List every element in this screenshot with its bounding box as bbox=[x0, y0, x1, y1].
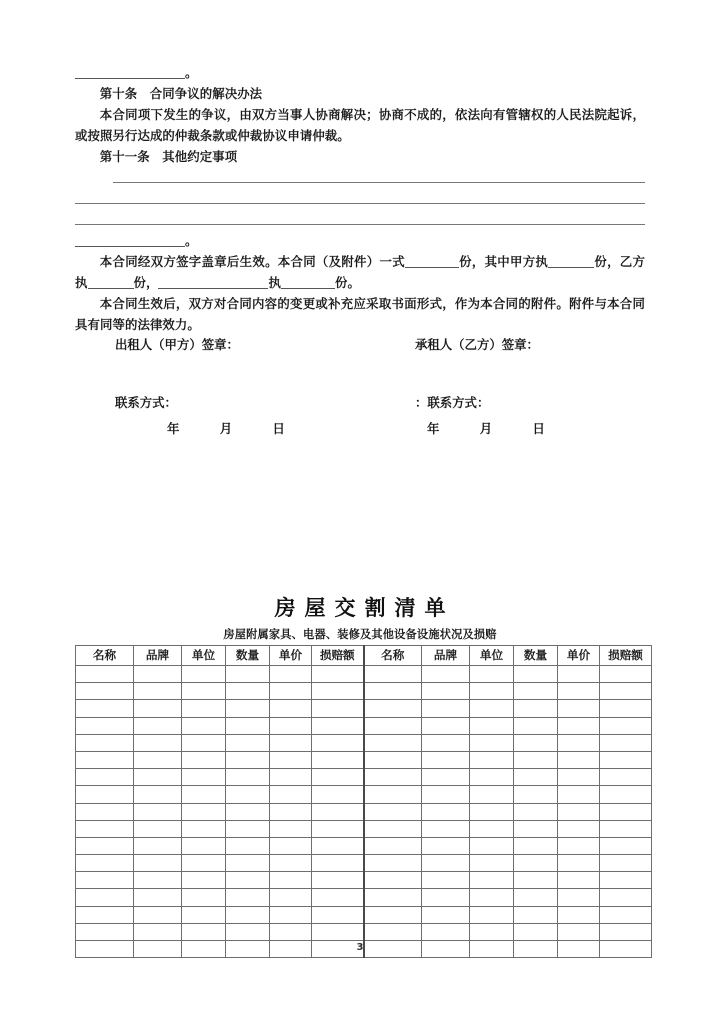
table-cell[interactable] bbox=[470, 717, 514, 734]
table-cell[interactable] bbox=[422, 751, 470, 768]
table-cell[interactable] bbox=[422, 769, 470, 786]
table-cell[interactable] bbox=[134, 751, 182, 768]
table-row bbox=[76, 820, 652, 837]
page-number: 3 bbox=[356, 942, 364, 953]
table-cell[interactable] bbox=[76, 820, 134, 837]
table-cell[interactable] bbox=[182, 786, 226, 803]
table-cell[interactable] bbox=[312, 872, 364, 889]
table-cell[interactable] bbox=[422, 889, 470, 906]
table-cell[interactable] bbox=[270, 769, 312, 786]
table-cell[interactable] bbox=[76, 700, 134, 717]
checklist-table bbox=[75, 645, 652, 958]
table-cell[interactable] bbox=[182, 803, 226, 820]
table-cell[interactable] bbox=[558, 820, 600, 837]
table-cell[interactable] bbox=[226, 751, 270, 768]
table-cell[interactable] bbox=[134, 666, 182, 683]
table-cell[interactable] bbox=[514, 872, 558, 889]
table-cell[interactable] bbox=[182, 837, 226, 854]
table-cell[interactable] bbox=[312, 751, 364, 768]
table-cell[interactable] bbox=[600, 734, 652, 751]
table-cell[interactable] bbox=[470, 837, 514, 854]
signature-row bbox=[75, 334, 645, 355]
table-cell[interactable] bbox=[558, 786, 600, 803]
table-cell[interactable] bbox=[76, 837, 134, 854]
table-cell[interactable] bbox=[600, 751, 652, 768]
table-cell[interactable] bbox=[312, 855, 364, 872]
table-cell[interactable] bbox=[558, 666, 600, 683]
table-cell[interactable] bbox=[226, 837, 270, 854]
table-cell[interactable] bbox=[270, 751, 312, 768]
table-cell[interactable] bbox=[76, 769, 134, 786]
table-cell[interactable] bbox=[600, 837, 652, 854]
copies-total-blank[interactable] bbox=[405, 267, 459, 268]
table-cell[interactable] bbox=[422, 906, 470, 923]
table-cell[interactable] bbox=[600, 666, 652, 683]
checklist-table-wrapper bbox=[75, 645, 645, 958]
table-cell[interactable] bbox=[558, 837, 600, 854]
table-header-row bbox=[76, 646, 652, 666]
contact-row bbox=[75, 392, 645, 413]
table-cell[interactable] bbox=[76, 803, 134, 820]
blank-write-line-3[interactable] bbox=[75, 209, 645, 230]
table-cell[interactable] bbox=[514, 683, 558, 700]
table-row bbox=[76, 751, 652, 768]
table-cell[interactable] bbox=[270, 803, 312, 820]
table-cell[interactable] bbox=[312, 837, 364, 854]
table-cell[interactable] bbox=[226, 717, 270, 734]
table-cell[interactable] bbox=[600, 923, 652, 940]
table-cell[interactable] bbox=[470, 786, 514, 803]
table-cell[interactable] bbox=[470, 803, 514, 820]
table-cell[interactable] bbox=[270, 666, 312, 683]
table-cell[interactable] bbox=[514, 717, 558, 734]
table-cell[interactable] bbox=[470, 889, 514, 906]
table-cell[interactable] bbox=[76, 683, 134, 700]
table-row bbox=[76, 717, 652, 734]
table-cell[interactable] bbox=[470, 700, 514, 717]
table-cell[interactable] bbox=[558, 717, 600, 734]
checklist-subtitle: 房屋附属家具、电器、装修及其他设备设施状况及损赔 bbox=[223, 628, 497, 641]
table-cell[interactable] bbox=[182, 683, 226, 700]
table-header-cell-6: 名称 bbox=[364, 646, 422, 666]
table-row bbox=[76, 769, 652, 786]
table-cell[interactable] bbox=[134, 872, 182, 889]
table-cell[interactable] bbox=[364, 803, 422, 820]
table-cell[interactable] bbox=[270, 717, 312, 734]
inline-blank-fill[interactable] bbox=[75, 246, 185, 247]
table-cell[interactable] bbox=[270, 889, 312, 906]
table-cell[interactable] bbox=[600, 803, 652, 820]
table-cell[interactable] bbox=[226, 683, 270, 700]
effectiveness-paragraph bbox=[75, 251, 645, 293]
table-cell[interactable] bbox=[182, 751, 226, 768]
table-cell[interactable] bbox=[270, 683, 312, 700]
effect-text-f: 份。 bbox=[334, 275, 360, 290]
effect-text-d: 份， bbox=[133, 275, 159, 290]
table-row bbox=[76, 906, 652, 923]
table-cell[interactable] bbox=[422, 786, 470, 803]
table-cell[interactable] bbox=[134, 889, 182, 906]
table-cell[interactable] bbox=[600, 872, 652, 889]
table-cell[interactable] bbox=[470, 734, 514, 751]
table-cell[interactable] bbox=[270, 734, 312, 751]
table-cell[interactable] bbox=[514, 734, 558, 751]
table-cell[interactable] bbox=[600, 889, 652, 906]
table-cell[interactable] bbox=[514, 923, 558, 940]
table-cell[interactable] bbox=[226, 803, 270, 820]
table-cell[interactable] bbox=[270, 855, 312, 872]
checklist-title: 房屋交割清单 bbox=[274, 596, 455, 620]
table-cell[interactable] bbox=[364, 872, 422, 889]
table-cell[interactable] bbox=[134, 803, 182, 820]
table-header-cell-7: 品牌 bbox=[422, 646, 470, 666]
amendment-paragraph: 本合同生效后，双方对合同内容的变更或补充应采取书面形式，作为本合同的附件。附件与本合同具有同等的法律效力。 bbox=[75, 296, 645, 332]
table-cell[interactable] bbox=[558, 700, 600, 717]
table-cell[interactable] bbox=[182, 700, 226, 717]
table-cell[interactable] bbox=[514, 906, 558, 923]
table-cell[interactable] bbox=[226, 700, 270, 717]
table-cell[interactable] bbox=[558, 889, 600, 906]
table-cell[interactable] bbox=[422, 872, 470, 889]
table-cell[interactable] bbox=[312, 734, 364, 751]
table-cell[interactable] bbox=[312, 820, 364, 837]
table-header-cell-8: 单位 bbox=[470, 646, 514, 666]
table-cell[interactable] bbox=[600, 683, 652, 700]
table-cell[interactable] bbox=[600, 855, 652, 872]
table-cell[interactable] bbox=[182, 666, 226, 683]
table-cell[interactable] bbox=[226, 906, 270, 923]
table-cell[interactable] bbox=[226, 855, 270, 872]
table-cell[interactable] bbox=[182, 734, 226, 751]
table-cell[interactable] bbox=[182, 769, 226, 786]
table-cell[interactable] bbox=[312, 786, 364, 803]
table-cell[interactable] bbox=[76, 717, 134, 734]
party-a-copies-blank[interactable] bbox=[548, 267, 594, 268]
table-cell[interactable] bbox=[76, 734, 134, 751]
table-cell[interactable] bbox=[422, 855, 470, 872]
table-header-cell-4: 单价 bbox=[270, 646, 312, 666]
table-cell[interactable] bbox=[514, 837, 558, 854]
table-cell[interactable] bbox=[470, 855, 514, 872]
blank-rule bbox=[75, 203, 645, 204]
table-cell[interactable] bbox=[364, 769, 422, 786]
table-cell[interactable] bbox=[134, 717, 182, 734]
table-header-cell-0: 名称 bbox=[76, 646, 134, 666]
blank-write-line-1[interactable] bbox=[75, 167, 645, 188]
table-cell[interactable] bbox=[76, 786, 134, 803]
table-cell[interactable] bbox=[226, 923, 270, 940]
table-cell[interactable] bbox=[364, 683, 422, 700]
blank-write-line-2[interactable] bbox=[75, 188, 645, 209]
table-cell[interactable] bbox=[134, 734, 182, 751]
table-cell[interactable] bbox=[182, 717, 226, 734]
table-cell[interactable] bbox=[76, 923, 134, 940]
table-cell[interactable] bbox=[364, 751, 422, 768]
table-cell[interactable] bbox=[600, 906, 652, 923]
table-cell[interactable] bbox=[134, 769, 182, 786]
table-row bbox=[76, 666, 652, 683]
table-row bbox=[76, 683, 652, 700]
table-cell[interactable] bbox=[600, 769, 652, 786]
inline-blank-fill[interactable] bbox=[75, 78, 185, 79]
table-cell[interactable] bbox=[422, 717, 470, 734]
landlord-date-label: 年 月 日 bbox=[167, 421, 299, 436]
table-cell[interactable] bbox=[600, 786, 652, 803]
table-cell[interactable] bbox=[558, 855, 600, 872]
table-cell[interactable] bbox=[134, 906, 182, 923]
table-row bbox=[76, 734, 652, 751]
table-cell[interactable] bbox=[364, 786, 422, 803]
table-cell[interactable] bbox=[270, 837, 312, 854]
table-cell[interactable] bbox=[422, 803, 470, 820]
table-cell[interactable] bbox=[182, 855, 226, 872]
blank-tail-period: 。 bbox=[185, 233, 198, 248]
table-cell[interactable] bbox=[134, 820, 182, 837]
lead-blank-line bbox=[75, 62, 645, 83]
table-cell[interactable] bbox=[558, 751, 600, 768]
article-10-body: 本合同项下发生的争议，由双方当事人协商解决；协商不成的，依法向有管辖权的人民法院起诉，或按照另行达成的仲裁条款或仲裁协议申请仲裁。 bbox=[75, 107, 645, 143]
table-cell[interactable] bbox=[558, 872, 600, 889]
effect-text-b: 份，其中甲方执 bbox=[458, 254, 549, 269]
lead-blank-period: 。 bbox=[185, 65, 198, 80]
table-cell[interactable] bbox=[422, 734, 470, 751]
effect-text-e: 执 bbox=[268, 275, 281, 290]
table-cell[interactable] bbox=[364, 889, 422, 906]
table-cell[interactable] bbox=[422, 666, 470, 683]
table-cell[interactable] bbox=[312, 769, 364, 786]
table-cell[interactable] bbox=[364, 717, 422, 734]
blank-rule bbox=[113, 182, 645, 183]
table-cell[interactable] bbox=[470, 923, 514, 940]
table-row bbox=[76, 700, 652, 717]
landlord-signature-label: 出租人（甲方）签章： bbox=[115, 337, 239, 352]
table-cell[interactable] bbox=[270, 906, 312, 923]
third-party-name-blank[interactable] bbox=[158, 288, 268, 289]
table-cell[interactable] bbox=[226, 889, 270, 906]
table-cell[interactable] bbox=[558, 769, 600, 786]
third-party-copies-blank[interactable] bbox=[281, 288, 335, 289]
table-cell[interactable] bbox=[470, 906, 514, 923]
table-cell[interactable] bbox=[514, 889, 558, 906]
table-cell[interactable] bbox=[470, 820, 514, 837]
table-cell[interactable] bbox=[182, 923, 226, 940]
table-cell[interactable] bbox=[364, 820, 422, 837]
table-cell[interactable] bbox=[364, 906, 422, 923]
table-cell[interactable] bbox=[270, 923, 312, 940]
table-cell[interactable] bbox=[182, 906, 226, 923]
table-row bbox=[76, 872, 652, 889]
table-cell[interactable] bbox=[514, 820, 558, 837]
table-cell[interactable] bbox=[134, 837, 182, 854]
table-cell[interactable] bbox=[470, 751, 514, 768]
table-row bbox=[76, 889, 652, 906]
table-cell[interactable] bbox=[422, 683, 470, 700]
table-cell[interactable] bbox=[514, 700, 558, 717]
table-cell[interactable] bbox=[364, 855, 422, 872]
table-cell[interactable] bbox=[312, 923, 364, 940]
table-cell[interactable] bbox=[270, 872, 312, 889]
table-cell[interactable] bbox=[182, 820, 226, 837]
table-cell[interactable] bbox=[312, 683, 364, 700]
table-cell[interactable] bbox=[134, 700, 182, 717]
article-11-heading: 第十一条 其他约定事项 bbox=[99, 149, 238, 164]
table-cell[interactable] bbox=[312, 889, 364, 906]
table-cell[interactable] bbox=[76, 751, 134, 768]
table-row bbox=[76, 923, 652, 940]
table-cell[interactable] bbox=[470, 872, 514, 889]
table-cell[interactable] bbox=[470, 666, 514, 683]
table-header-cell-11: 损赔额 bbox=[600, 646, 652, 666]
table-cell[interactable] bbox=[422, 700, 470, 717]
table-header-cell-5: 损赔额 bbox=[312, 646, 364, 666]
tenant-date-label: 年 月 日 bbox=[427, 421, 559, 436]
table-cell[interactable] bbox=[422, 820, 470, 837]
effect-text-a: 本合同经双方签字盖章后生效。本合同（及附件）一式 bbox=[99, 254, 405, 269]
tenant-signature-label: 承租人（乙方）签章： bbox=[415, 337, 539, 352]
table-cell[interactable] bbox=[514, 855, 558, 872]
article-10-heading: 第十条 合同争议的解决办法 bbox=[99, 86, 263, 101]
table-cell[interactable] bbox=[226, 769, 270, 786]
contract-text-block bbox=[75, 62, 645, 335]
table-header-cell-10: 单价 bbox=[558, 646, 600, 666]
table-cell[interactable] bbox=[226, 734, 270, 751]
table-cell[interactable] bbox=[270, 820, 312, 837]
table-header-cell-9: 数量 bbox=[514, 646, 558, 666]
table-cell[interactable] bbox=[226, 666, 270, 683]
table-cell[interactable] bbox=[226, 820, 270, 837]
table-cell[interactable] bbox=[558, 906, 600, 923]
table-header-cell-3: 数量 bbox=[226, 646, 270, 666]
table-cell[interactable] bbox=[134, 786, 182, 803]
table-cell[interactable] bbox=[312, 803, 364, 820]
table-cell[interactable] bbox=[364, 700, 422, 717]
tenant-contact-label: ：联系方式： bbox=[415, 395, 490, 410]
table-cell[interactable] bbox=[558, 803, 600, 820]
table-cell[interactable] bbox=[470, 769, 514, 786]
blank-tail-line bbox=[75, 230, 645, 251]
table-cell[interactable] bbox=[76, 906, 134, 923]
table-cell[interactable] bbox=[312, 717, 364, 734]
table-cell[interactable] bbox=[514, 751, 558, 768]
table-cell[interactable] bbox=[76, 666, 134, 683]
table-cell[interactable] bbox=[270, 700, 312, 717]
table-cell[interactable] bbox=[422, 837, 470, 854]
table-cell[interactable] bbox=[558, 923, 600, 940]
table-cell[interactable] bbox=[364, 923, 422, 940]
party-b-copies-blank[interactable] bbox=[88, 288, 134, 289]
table-cell[interactable] bbox=[76, 855, 134, 872]
table-row bbox=[76, 786, 652, 803]
table-cell[interactable] bbox=[558, 734, 600, 751]
table-row bbox=[76, 803, 652, 820]
table-cell[interactable] bbox=[558, 683, 600, 700]
table-cell[interactable] bbox=[470, 683, 514, 700]
table-cell[interactable] bbox=[134, 855, 182, 872]
table-header-cell-1: 品牌 bbox=[134, 646, 182, 666]
table-cell[interactable] bbox=[76, 889, 134, 906]
table-cell[interactable] bbox=[312, 906, 364, 923]
table-cell[interactable] bbox=[364, 734, 422, 751]
table-header-cell-2: 单位 bbox=[182, 646, 226, 666]
table-row bbox=[76, 855, 652, 872]
table-cell[interactable] bbox=[600, 820, 652, 837]
table-cell[interactable] bbox=[600, 700, 652, 717]
table-cell[interactable] bbox=[226, 786, 270, 803]
effect-text-c: 份，乙方执 bbox=[75, 254, 645, 290]
table-cell[interactable] bbox=[182, 889, 226, 906]
date-row bbox=[75, 418, 645, 439]
table-cell[interactable] bbox=[312, 666, 364, 683]
blank-rule bbox=[75, 224, 645, 225]
table-cell[interactable] bbox=[364, 666, 422, 683]
table-cell[interactable] bbox=[312, 700, 364, 717]
table-cell[interactable] bbox=[226, 872, 270, 889]
table-cell[interactable] bbox=[76, 872, 134, 889]
table-cell[interactable] bbox=[514, 769, 558, 786]
table-row bbox=[76, 837, 652, 854]
landlord-contact-label: 联系方式： bbox=[115, 395, 177, 410]
table-cell[interactable] bbox=[514, 803, 558, 820]
table-cell[interactable] bbox=[182, 872, 226, 889]
table-cell[interactable] bbox=[134, 683, 182, 700]
table-cell[interactable] bbox=[364, 837, 422, 854]
table-cell[interactable] bbox=[270, 786, 312, 803]
table-cell[interactable] bbox=[422, 923, 470, 940]
table-cell[interactable] bbox=[514, 786, 558, 803]
table-cell[interactable] bbox=[514, 666, 558, 683]
table-cell[interactable] bbox=[600, 717, 652, 734]
table-cell[interactable] bbox=[134, 923, 182, 940]
